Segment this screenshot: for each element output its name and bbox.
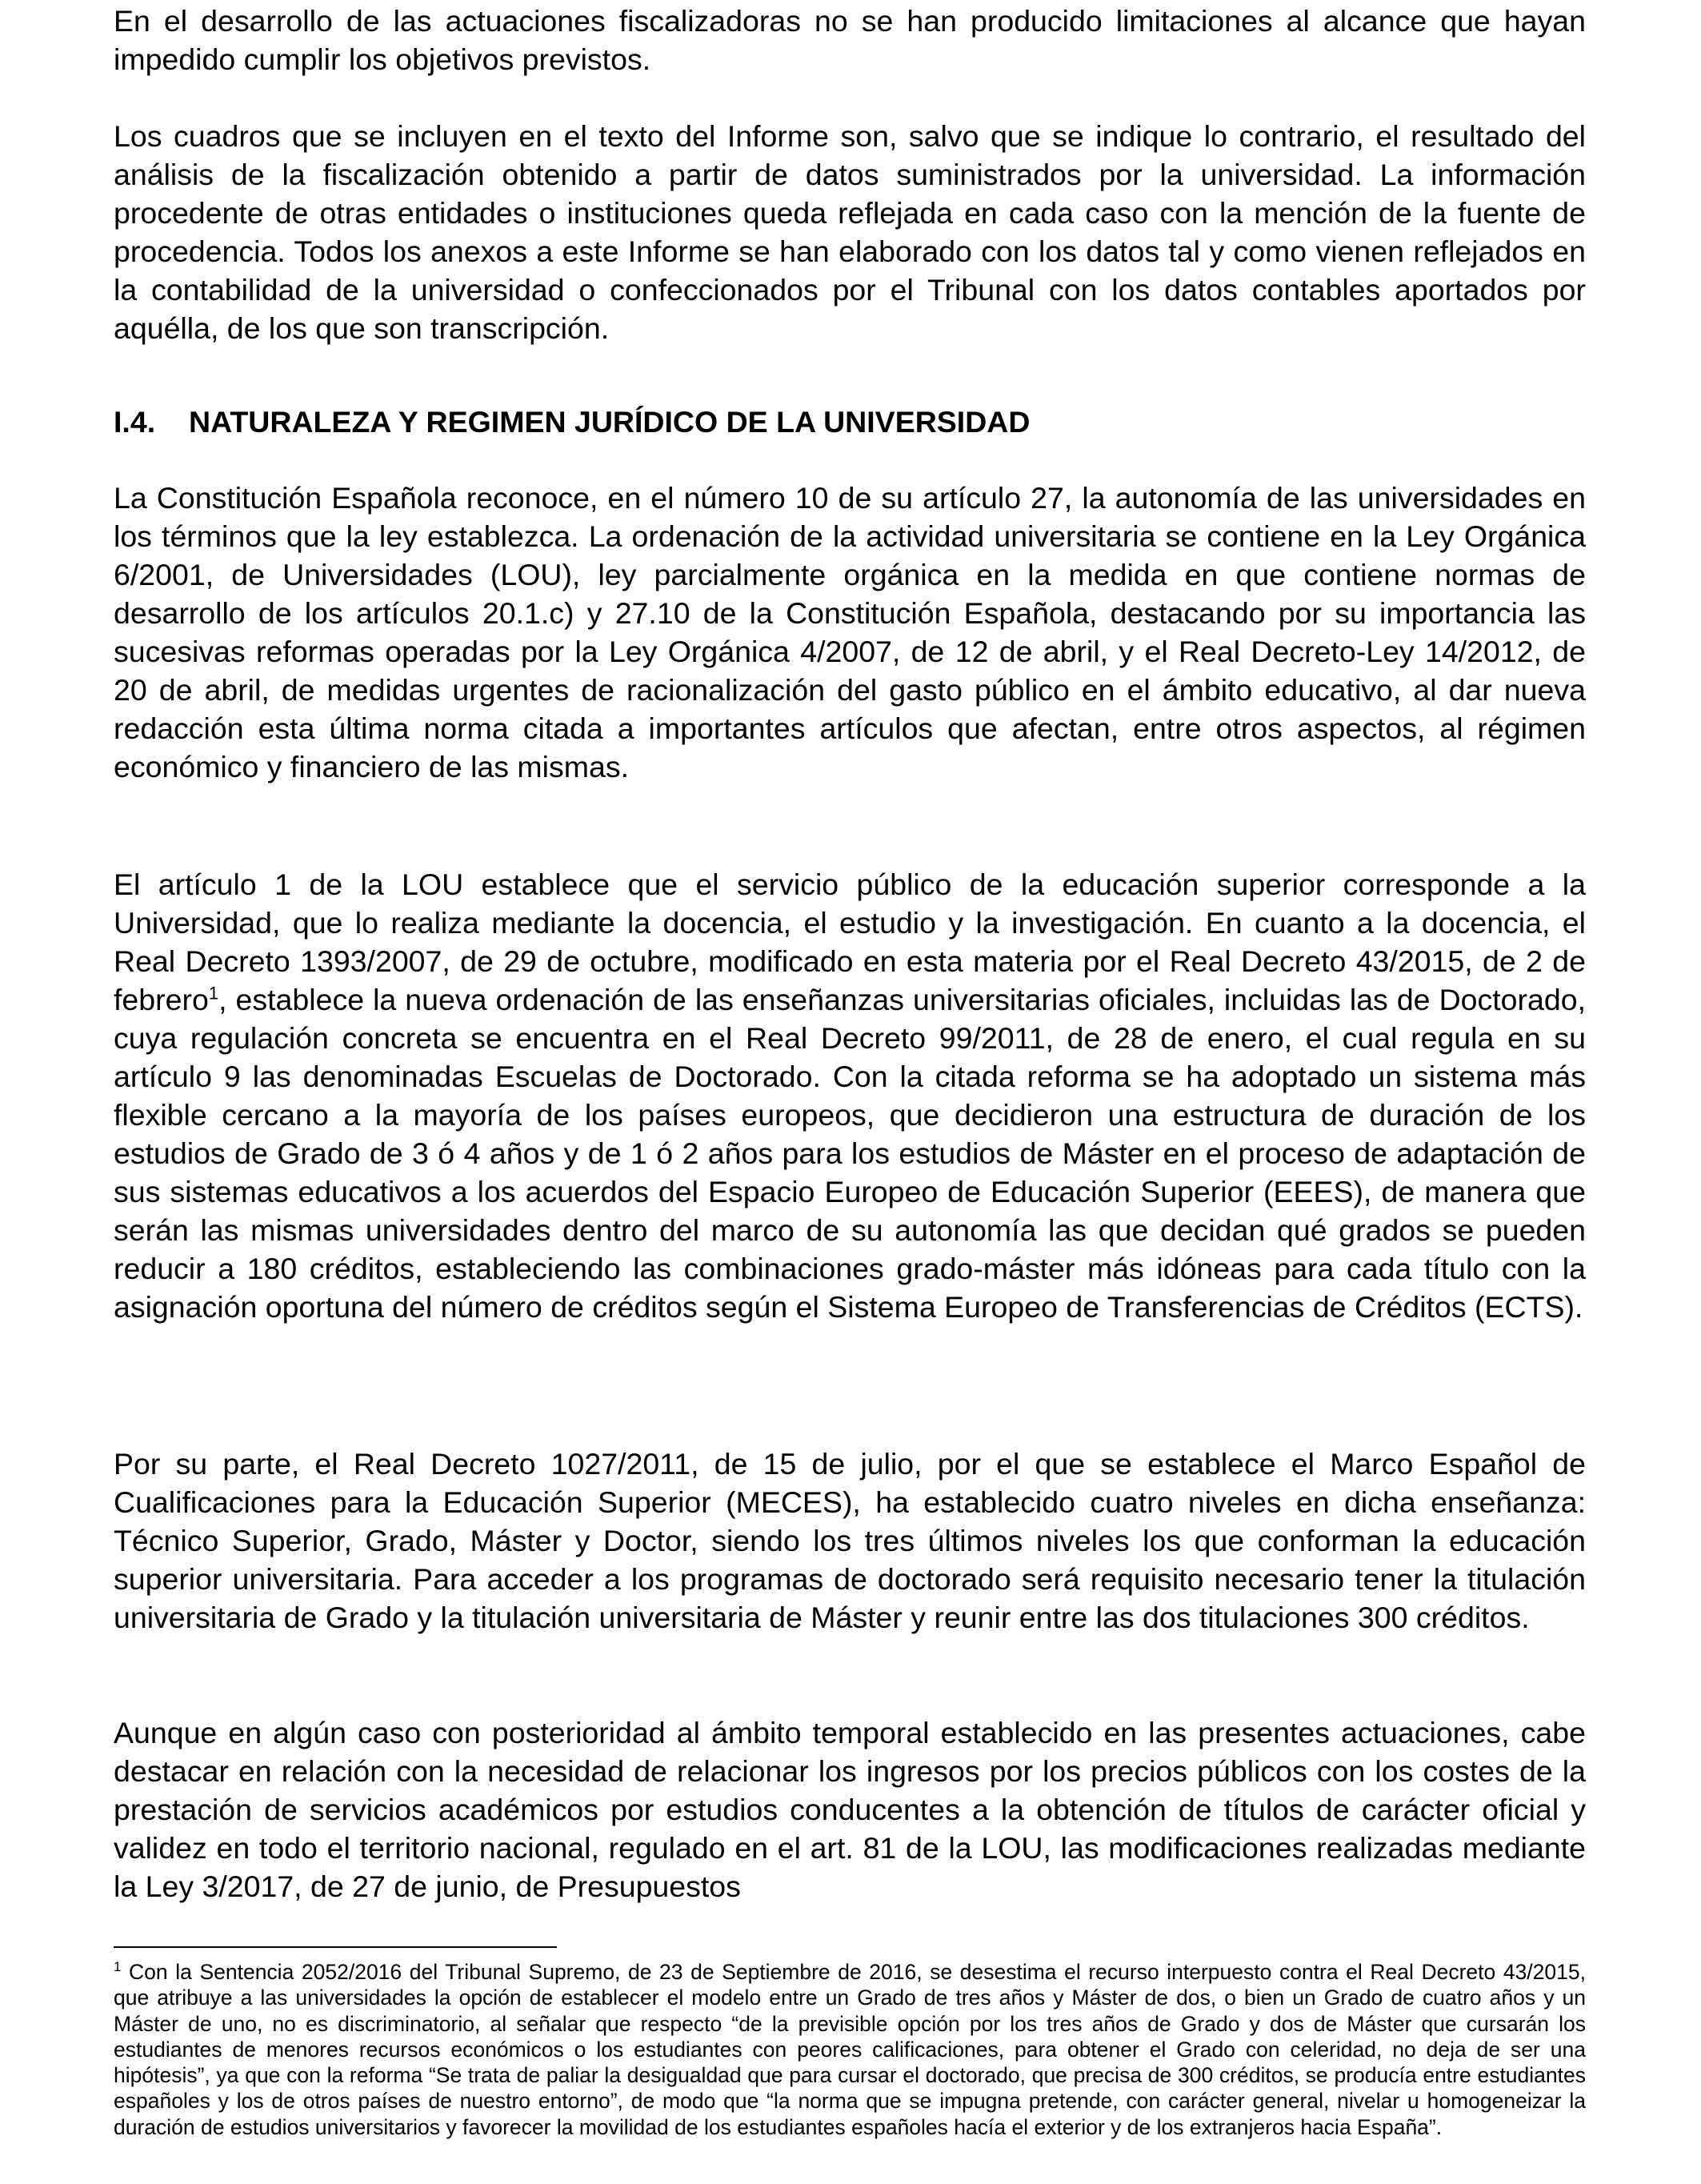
paragraph-constitution: La Constitución Española reconoce, en el número 10 de su artículo 27, la autonomía de las universidades en los términos que la ley establezca. La ordenación de la actividad universitaria se contiene en la Ley Orgánica 6/2001, de Universidades (LOU), ley parcialmente orgánica en la medida en que contiene normas de desarrollo de los artículos 20.1.c) y 27.10 de la Constitución Española, destacando por su importancia las sucesivas reformas operadas por la Ley Orgánica 4/2007, de 12 de abril, y el Real Decreto-Ley 14/2012, de 20 de abril, de medidas urgentes de racionalización del gasto público en el ámbito educativo, al dar nueva redacción esta última norma citada a importantes artículos que afectan, entre otros aspectos, al régimen económico y financiero de las mismas. — [114, 481, 1586, 783]
paragraph-public-prices: Aunque en algún caso con posterioridad al ámbito temporal establecido en las presentes actuaciones, cabe destacar en relación con la necesidad de relacionar los ingresos por los precios públicos con los costes de la prestación de servicios académicos por estudios conducentes a la obtención de títulos de carácter oficial y validez en todo el territorio nacional, regulado en el art. 81 de la LOU, las modificaciones realizadas mediante la Ley 3/2017, de 27 de junio, de Presupuestos — [114, 1716, 1586, 1903]
paragraph-lou-article-1 — [114, 865, 1586, 1326]
paragraph-text-part: El artículo 1 de la LOU establece que el servicio público de la educación superior corresponde a la Universidad, que lo realiza mediante la docencia, el estudio y la investigación. En cuanto a la docencia, el Real Decreto 1393/2007, de 29 de octubre, modificado en esta materia por el Real Decreto 43/2015, de 2 de febrero — [114, 868, 1586, 1016]
section-heading — [114, 403, 1586, 441]
footnote-reference[interactable]: 1 — [208, 983, 219, 1004]
footnote-marker: 1 — [114, 1959, 122, 1975]
footnote-separator — [114, 1946, 557, 1948]
paragraph-tables-source: Los cuadros que se incluyen en el texto del Informe son, salvo que se indique lo contrario, el resultado del análisis de la fiscalización obtenido a partir de datos suministrados por la universidad. La información procedente de otras entidades o instituciones queda reflejada en cada caso con la mención de la fuente de procedencia. Todos los anexos a este Informe se han elaborado con los datos tal y como vienen reflejados en la contabilidad de la universidad o confeccionados por el Tribunal con los datos contables aportados por aquélla, de los que son transcripción. — [114, 119, 1586, 345]
section-title: NATURALEZA Y REGIMEN JURÍDICO DE LA UNIVERSIDAD — [189, 405, 1031, 439]
footnote — [114, 1959, 1586, 2140]
paragraph-limitations: En el desarrollo de las actuaciones fiscalizadoras no se han producido limitaciones al alcance que hayan impedido cumplir los objetivos previstos. — [114, 4, 1586, 76]
footnote-text: Con la Sentencia 2052/2016 del Tribunal Supremo, de 23 de Septiembre de 2016, se desestima el recurso interpuesto contra el Real Decreto 43/2015, que atribuye a las universidades la opción de establecer el modelo entre un Grado de tres años y Máster de dos, o bien un Grado de cuatro años y un Máster de uno, no es discriminatorio, al señalar que respecto “de la previsible opción por los tres años de Grado y dos de Máster que cursarán los estudiantes de menores recursos económicos o los estudiantes con peores calificaciones, para obtener el Grado con celeridad, no deja de ser una hipótesis”, ya que con la reforma “Se trata de paliar la desigualdad que para cursar el doctorado, que precisa de 300 créditos, se producía entre estudiantes españoles y los de otros países de nuestro entorno”, de modo que “la norma que se impugna pretende, con carácter general, nivelar u homogeneizar la duración de estudios universitarios y favorecer la movilidad de los estudiantes españoles hacía el exterior y de los extranjeros hacia España”. — [114, 1960, 1586, 2139]
section-number: I.4. — [114, 405, 156, 439]
paragraph-text-part: , establece la nueva ordenación de las enseñanzas universitarias oficiales, incluidas las de Doctorado, cuya regulación concreta se encuentra en el Real Decreto 99/2011, de 28 de enero, el cual regula en su artículo 9 las denominadas Escuelas de Doctorado. Con la citada reforma se ha adoptado un sistema más flexible cercano a la mayoría de los países europeos, que decidieron una estructura de duración de los estudios de Grado de 3 ó 4 años y de 1 ó 2 años para los estudios de Máster en el proceso de adaptación de sus sistemas educativos a los acuerdos del Espacio Europeo de Educación Superior (EEES), de manera que serán las mismas universidades dentro del marco de su autonomía las que decidan qué grados se pueden reducir a 180 créditos, estableciendo las combinaciones grado-máster más idóneas para cada título con la asignación oportuna del número de créditos según el Sistema Europeo de Transferencias de Créditos (ECTS). — [114, 983, 1586, 1324]
paragraph-meces: Por su parte, el Real Decreto 1027/2011, de 15 de julio, por el que se establece el Marco Español de Cualificaciones para la Educación Superior (MECES), ha establecido cuatro niveles en dicha enseñanza: Técnico Superior, Grado, Máster y Doctor, siendo los tres últimos niveles los que conforman la educación superior universitaria. Para acceder a los programas de doctorado será requisito necesario tener la titulación universitaria de Grado y la titulación universitaria de Máster y reunir entre las dos titulaciones 300 créditos. — [114, 1447, 1586, 1634]
